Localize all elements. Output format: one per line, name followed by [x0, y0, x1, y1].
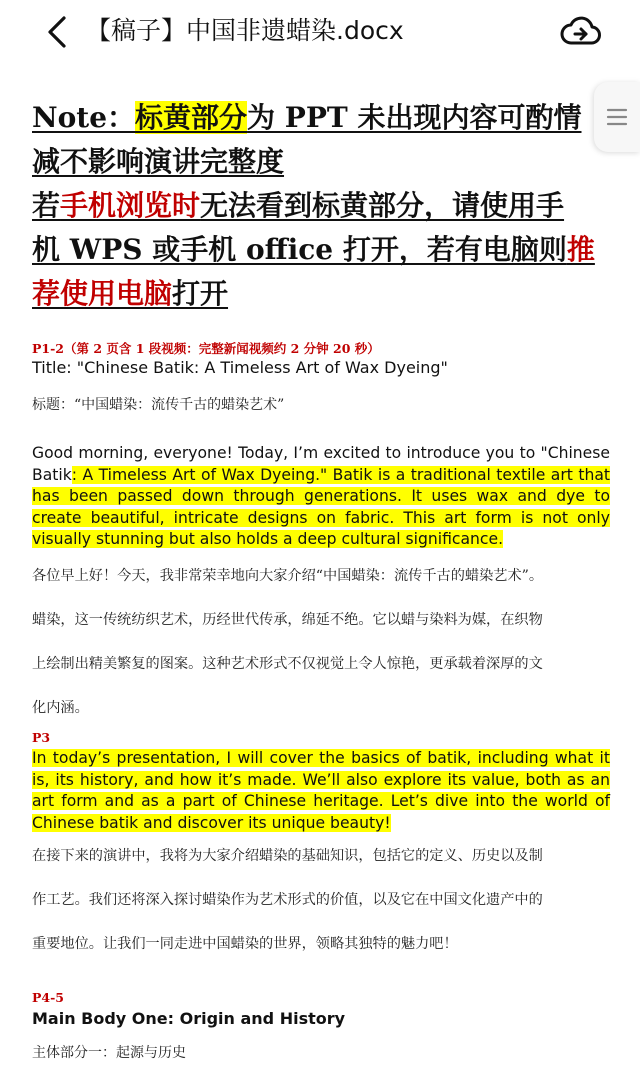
note-line-2: 减不影响演讲完整度 [32, 145, 285, 178]
overview-paragraph-english [32, 748, 610, 834]
title-chinese: 标题：“中国蜡染：流传千古的蜡染艺术” [32, 397, 285, 413]
top-bar [0, 0, 640, 66]
highlighted-text: In today’s presentation, I will cover the basics of batik, including what it is, its history, and how it’s made. We’ll also explore its value, both as an art form and as a part of Chinese heritage. Let’s dive into the world of Chinese batik and discover its unique beauty! [32, 749, 610, 832]
red-text: 荐使用电脑 [32, 277, 173, 310]
note-line-5: 荐使用电脑打开 [32, 277, 229, 310]
highlighted-text: 标黄部分 [135, 101, 248, 134]
note-line-4: 机 WPS 或手机 office 打开，若有电脑则推 [32, 233, 595, 266]
title-english: Title: "Chinese Batik: A Timeless Art of Wax Dyeing" [32, 358, 448, 377]
document-title: 【稿子】中国非遗蜡染.docx [86, 16, 404, 45]
back-arrow-icon[interactable] [40, 14, 76, 50]
overview-paragraph-chinese: 在接下来的演讲中，我将为大家介绍蜡染的基础知识，包括它的定义、历史以及制 作工艺。我们还将深入探讨蜡染作为艺术形式的价值，以及它在中国文化遗产中的 重要地位。让我们一同走进中国蜡染的世界，领略其独特的魅力吧！ [32, 848, 543, 952]
note-line-1: Note：标黄部分为 PPT 未出现内容可酌情 [32, 101, 582, 134]
main-body-heading-chinese: 主体部分一：起源与历史 [32, 1045, 186, 1061]
red-text: 手机浏览时 [60, 189, 201, 222]
intro-paragraph-english: Good morning, everyone! Today, I’m excited to introduce you to "Chinese Batik: A Timeless Art of Wax Dyeing." Batik is a traditional textile art that has been passed down through generations. It uses wax and dye to create beautiful, intricate designs on fabric. This art form is not only visually stunning but also holds a deep cultural significance. [32, 444, 610, 549]
main-body-heading: Main Body One: Origin and History [32, 1009, 346, 1028]
cloud-upload-icon[interactable] [560, 12, 602, 52]
section-label-p4-5: P4-5 [32, 990, 64, 1005]
section-label-p3: P3 [32, 730, 51, 745]
note-line-3: 若手机浏览时无法看到标黄部分，请使用手 [32, 189, 565, 222]
highlighted-text: : A Timeless Art of Wax Dyeing." Batik is a traditional textile art that has been passed down through generations. It uses wax and dye to create beautiful, intricate designs on fabric. This art form is not only visually stunning but also holds a deep cultural significance. [32, 465, 610, 549]
intro-paragraph-chinese: 各位早上好！今天，我非常荣幸地向大家介绍“中国蜡染：流传千古的蜡染艺术”。 蜡染，这一传统纺织艺术，历经世代传承，绵延不绝。它以蜡与染料为媒，在织物 上绘制出精美繁复的图案。这种艺术形式不仅视觉上令人惊艳，更承载着深厚的文 化内涵。 [32, 568, 544, 716]
note-block [32, 96, 612, 316]
section-label-p1-2: P1-2（第 2 页含 1 段视频：完整新闻视频约 2 分钟 20 秒） [32, 341, 380, 356]
red-text: 推 [566, 233, 595, 266]
